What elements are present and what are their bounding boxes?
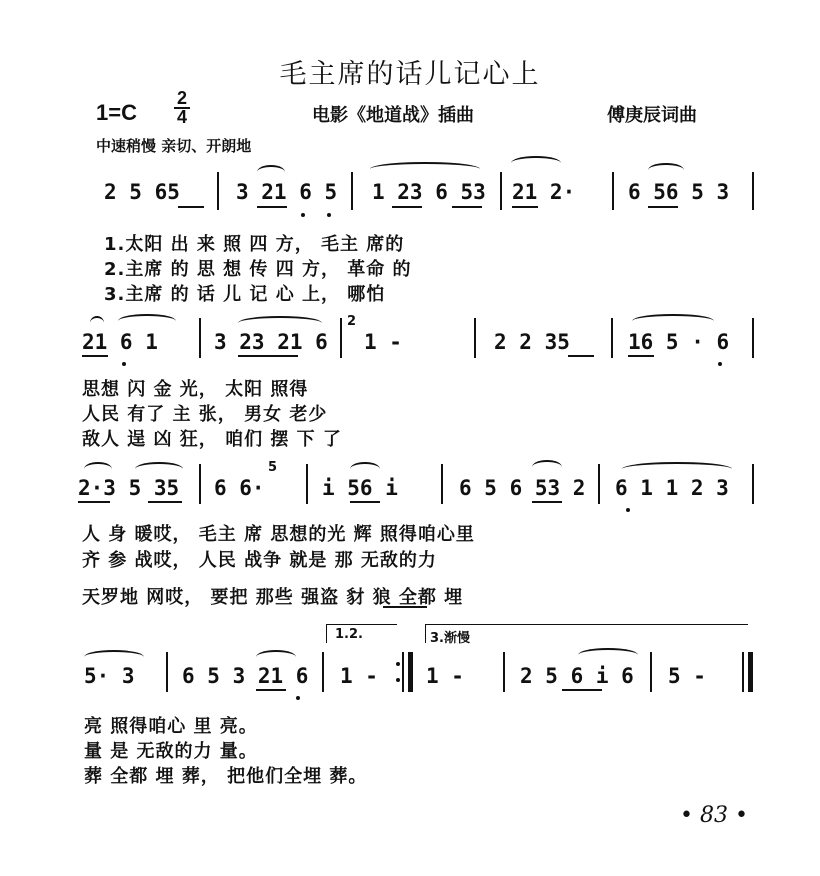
measure: 5 - xyxy=(668,664,706,688)
volta-first: 1.2. xyxy=(326,624,397,643)
lyric-line: 量 是 无敌的力 量。 xyxy=(84,741,258,762)
measure: 3 23 21 6 xyxy=(214,330,328,354)
measure: 1 23 6 53 xyxy=(372,180,486,204)
measure: 6 1 1 2 3 xyxy=(615,476,729,500)
tempo-marking: 中速稍慢 亲切、开朗地 xyxy=(96,137,252,155)
lyric-line: 人民 有了 主 张， 男女 老少 xyxy=(82,404,328,425)
composer-credit: 傅庚辰词曲 xyxy=(607,105,697,126)
lyric-line: 1.太阳 出 来 照 四 方， 毛主 席的 xyxy=(104,234,405,255)
measure: 2·3 5 35 xyxy=(78,476,180,500)
lyric-line: 天罗地 网哎， 要把 那些 强盗 豺 狼 全都 埋 xyxy=(82,587,464,608)
page-number: • 83 • xyxy=(680,803,748,828)
lyric-line: 齐 参 战哎， 人民 战争 就是 那 无敌的力 xyxy=(82,550,437,571)
lyric-line: 2.主席 的 思 想 传 四 方， 革命 的 xyxy=(104,259,412,280)
measure: 5· 3 xyxy=(84,664,135,688)
measure: 2 5 65 xyxy=(104,180,180,204)
measure: 1 - xyxy=(364,330,402,354)
measure: 2 2 35 xyxy=(494,330,570,354)
lyric-line: 人 身 暖哎， 毛主 席 思想的光 辉 照得咱心里 xyxy=(82,524,475,545)
measure: 21 6 1 xyxy=(82,330,158,354)
lyric-line: 敌人 逞 凶 狂， 咱们 摆 下 了 xyxy=(82,429,342,450)
lyric-line: 3.主席 的 话 儿 记 心 上， 哪怕 xyxy=(104,284,386,305)
measure: 1 - xyxy=(426,664,464,688)
measure: 6 5 3 21 6 xyxy=(182,664,309,688)
time-signature xyxy=(172,90,192,126)
volta-third: 3.渐慢 xyxy=(425,624,748,643)
measure: i 56 i xyxy=(322,476,398,500)
lyric-line: 思想 闪 金 光， 太阳 照得 xyxy=(82,379,309,400)
measure: 6 5 6 53 2 xyxy=(459,476,586,500)
measure: 21 2· xyxy=(512,180,576,204)
measure: 3 21 6 5 xyxy=(236,180,338,204)
measure: 6 56 5 3 xyxy=(628,180,730,204)
grace-note: 5 xyxy=(268,460,278,475)
measure: 6 6· xyxy=(214,476,265,500)
lyric-line: 葬 全都 埋 葬， 把他们全埋 葬。 xyxy=(84,766,368,787)
meter-bottom: 4 xyxy=(176,107,187,127)
measure: 1 - xyxy=(340,664,378,688)
time-change: 2 xyxy=(347,314,357,329)
key-signature: 1=C xyxy=(96,100,137,125)
meter-top: 2 xyxy=(176,88,187,108)
lyric-line: 亮 照得咱心 里 亮。 xyxy=(84,716,258,737)
measure: 2 5 6 i 6 xyxy=(520,664,634,688)
source-note: 电影《地道战》插曲 xyxy=(312,105,474,126)
measure: 16 5 · 6 xyxy=(628,330,730,354)
song-title: 毛主席的话儿记心上 xyxy=(279,59,541,90)
